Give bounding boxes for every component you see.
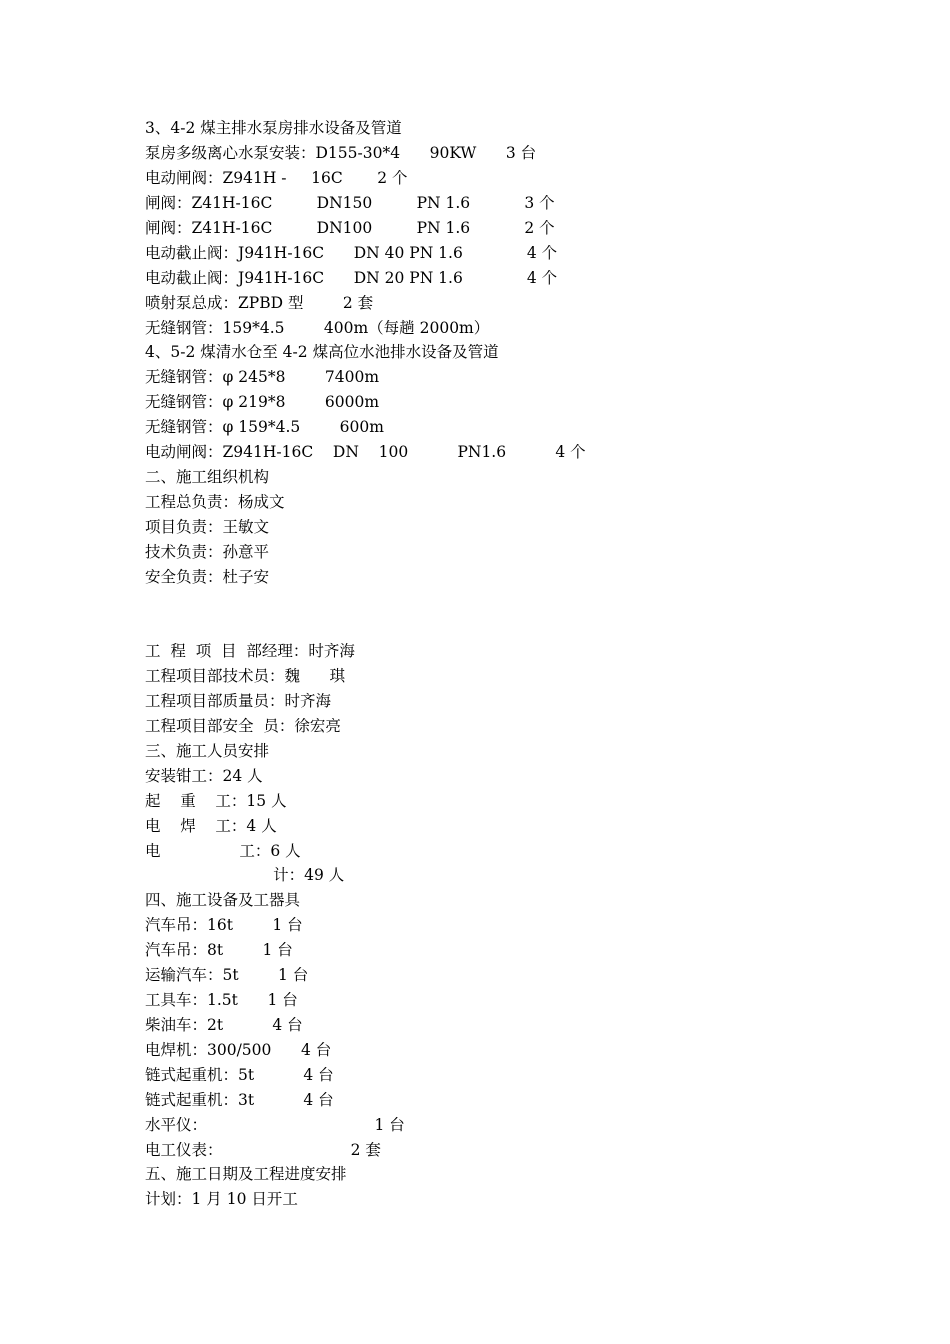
text-line: 无缝钢管：159*4.5 400m（每趟 2000m） <box>145 319 490 337</box>
text-line: 链式起重机：5t 4 台 <box>145 1066 334 1084</box>
text-line: 工程总负责：杨成文 <box>145 493 285 511</box>
text-line: 电动闸阀：Z941H-16C DN 100 PN1.6 4 个 <box>145 443 586 461</box>
text-line: 闸阀：Z41H-16C DN100 PN 1.6 2 个 <box>145 219 555 237</box>
text-line: 电 工：6 人 <box>145 842 301 860</box>
text-line: 闸阀：Z41H-16C DN150 PN 1.6 3 个 <box>145 194 555 212</box>
text-line: 电工仪表： 2 套 <box>145 1141 381 1159</box>
text-line: 计划：1 月 10 日开工 <box>145 1190 298 1208</box>
section-heading-equipment: 四、施工设备及工器具 <box>145 891 301 909</box>
text-line: 汽车吊：16t 1 台 <box>145 916 303 934</box>
text-line: 无缝钢管：φ 219*8 6000m <box>145 393 380 411</box>
text-line: 工程项目部质量员：时齐海 <box>145 692 332 710</box>
section-heading-organization: 二、施工组织机构 <box>145 468 270 486</box>
text-line: 汽车吊：8t 1 台 <box>145 941 293 959</box>
section-heading-3: 3、4-2 煤主排水泵房排水设备及管道 <box>145 119 402 137</box>
text-line: 起 重 工：15 人 <box>145 792 287 810</box>
text-line: 技术负责：孙意平 <box>145 543 270 561</box>
text-line: 无缝钢管：φ 159*4.5 600m <box>145 418 384 436</box>
text-line: 工具车：1.5t 1 台 <box>145 991 298 1009</box>
text-line: 无缝钢管：φ 245*8 7400m <box>145 368 380 386</box>
text-line: 喷射泵总成：ZPBD 型 2 套 <box>145 294 374 312</box>
text-line: 工程项目部技术员：魏 琪 <box>145 667 346 685</box>
text-line: 水平仪： 1 台 <box>145 1116 405 1134</box>
text-line-total: 计：49 人 <box>145 866 345 884</box>
text-line: 链式起重机：3t 4 台 <box>145 1091 334 1109</box>
text-line: 项目负责：王敏文 <box>145 518 270 536</box>
text-line: 电动截止阀：J941H-16C DN 20 PN 1.6 4 个 <box>145 269 558 287</box>
text-line: 运输汽车：5t 1 台 <box>145 966 309 984</box>
section-heading-schedule: 五、施工日期及工程进度安排 <box>145 1165 347 1183</box>
section-heading-4: 4、5-2 煤清水仓至 4-2 煤高位水池排水设备及管道 <box>145 343 499 361</box>
text-line: 安装钳工：24 人 <box>145 767 263 785</box>
text-line: 安全负责：杜子安 <box>145 568 270 586</box>
text-line: 工 程 项 目 部经理：时齐海 <box>145 642 355 660</box>
text-line: 电焊机：300/500 4 台 <box>145 1041 332 1059</box>
text-line: 电 焊 工：4 人 <box>145 817 277 835</box>
text-line: 泵房多级离心水泵安装：D155-30*4 90KW 3 台 <box>145 144 537 162</box>
text-line: 电动截止阀：J941H-16C DN 40 PN 1.6 4 个 <box>145 244 558 262</box>
text-line: 柴油车：2t 4 台 <box>145 1016 303 1034</box>
section-heading-personnel: 三、施工人员安排 <box>145 742 270 760</box>
text-line: 工程项目部安全 员：徐宏亮 <box>145 717 341 735</box>
text-line: 电动闸阀：Z941H - 16C 2 个 <box>145 169 408 187</box>
